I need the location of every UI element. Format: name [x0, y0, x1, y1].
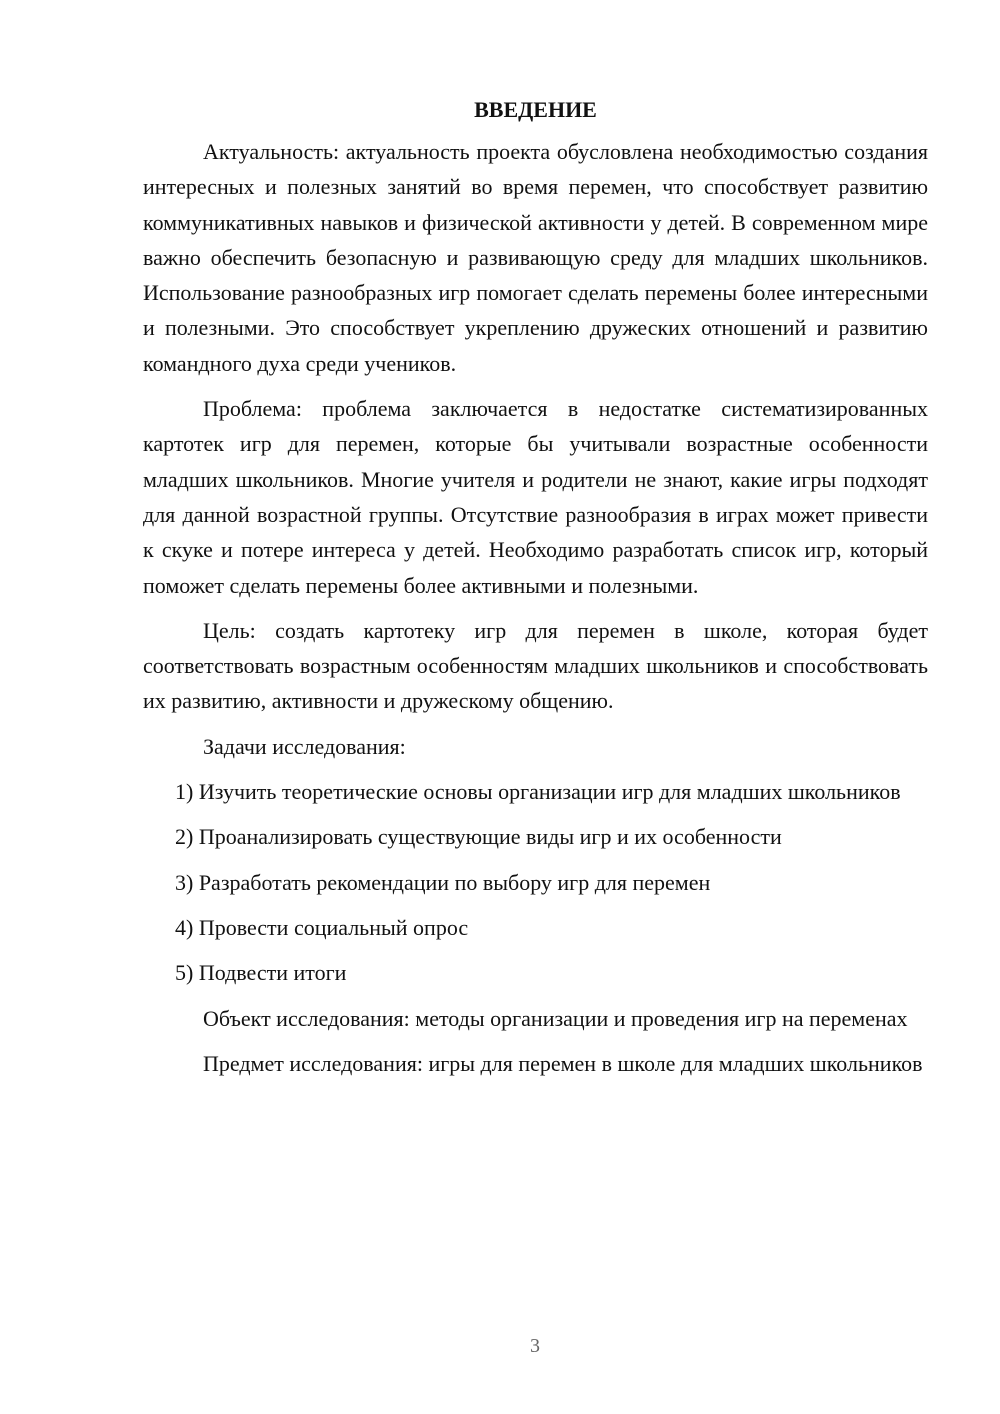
goal-paragraph: Цель: создать картотеку игр для перемен в школе, которая будет соответствовать возрастным особенностям младших школьников и способствовать их развитию, активности и дружескому общению.: [143, 617, 928, 714]
task-item: 2) Проанализировать существующие виды игр и их особенности: [175, 824, 782, 850]
relevance-paragraph: Актуальность: актуальность проекта обусловлена необходимостью создания интересных и полезных занятий во время перемен, что способствует развитию коммуникативных навыков и физической активности у детей. В современном мире важно обеспечить безопасную и развивающую среду для младших школьников. Использование разнообразных игр помогает сделать перемены более интересными и полезными. Это способствует укреплению дружеских отношений и развитию командного духа среди учеников.: [143, 139, 928, 376]
page-number: 3: [530, 1335, 540, 1357]
task-item: 4) Провести социальный опрос: [175, 914, 469, 940]
task-item: 5) Подвести итоги: [175, 960, 347, 986]
document-body: [143, 92, 928, 1091]
task-item: 1) Изучить теоретические основы организации игр для младших школьников: [175, 779, 901, 805]
problem-paragraph: Проблема: проблема заключается в недостатке систематизированных картотек игр для перемен, которые бы учитывали возрастные особенности младших школьников. Многие учителя и родители не знают, какие игры подходят для данной возрастной группы. Отсутствие разнообразия в играх может привести к скуке и потере интереса у детей. Необходимо разработать список игр, который поможет сделать перемены более активными и полезными.: [143, 396, 928, 598]
tasks-heading: Задачи исследования:: [203, 733, 406, 759]
section-title: ВВЕДЕНИЕ: [474, 97, 597, 122]
tasks-list: [143, 774, 928, 990]
research-object-paragraph: Объект исследования: методы организации и проведения игр на переменах: [203, 1005, 908, 1031]
research-subject-paragraph: Предмет исследования: игры для перемен в школе для младших школьников: [203, 1050, 923, 1076]
task-item: 3) Разработать рекомендации по выбору игр для перемен: [175, 869, 711, 895]
